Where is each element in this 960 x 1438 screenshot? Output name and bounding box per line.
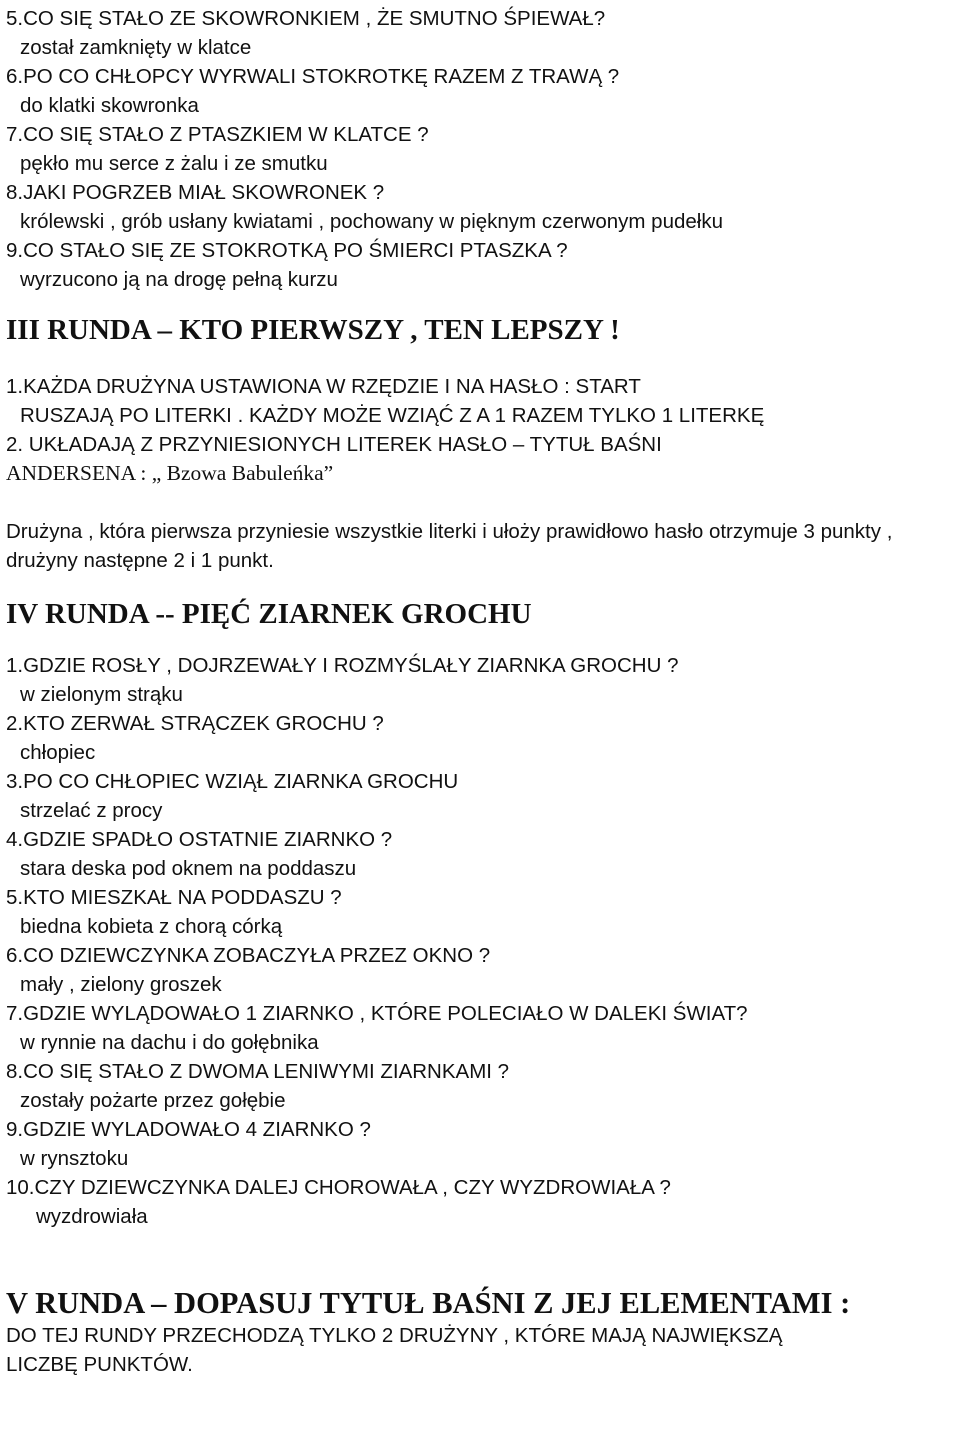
question-text: 8.JAKI POGRZEB MIAŁ SKOWRONEK ? [6,181,385,204]
question-text: 6.CO DZIEWCZYNKA ZOBACZYŁA PRZEZ OKNO ? [6,944,491,967]
question-item [6,4,954,62]
answer-text: mały , zielony groszek [20,973,222,996]
answer-text: wyrzucono ją na drogę pełną kurzu [20,268,338,291]
question-text: 4.GDZIE SPADŁO OSTATNIE ZIARNKO ? [6,828,393,851]
question-item [6,709,954,767]
question-item [6,825,954,883]
round-3-rule-1-cont: RUSZAJĄ PO LITERKI . KAŻDY MOŻE WZIĄĆ Z A 1 RAZEM TYLKO 1 LITERKĘ [20,404,765,427]
question-text: 6.PO CO CHŁOPCY WYRWALI STOKROTKĘ RAZEM Z TRAWĄ ? [6,65,620,88]
round-4-heading: IV RUNDA -- PIĘĆ ZIARNEK GROCHU [6,598,532,630]
round-4-section [6,597,954,1231]
question-item [6,62,954,120]
round-3-rule-2: 2. UKŁADAJĄ Z PRZYNIESIONYCH LITEREK HASŁO – TYTUŁ BAŚNI [6,433,662,456]
question-text: 2.KTO ZERWAŁ STRĄCZEK GROCHU ? [6,712,384,735]
question-text: 8.CO SIĘ STAŁO Z DWOMA LENIWYMI ZIARNKAMI ? [6,1060,510,1083]
question-list-round-4 [6,651,954,1231]
answer-text: pękło mu serce z żalu i ze smutku [20,152,328,175]
answer-text: stara deska pod oknem na poddaszu [20,857,357,880]
question-text: 10.CZY DZIEWCZYNKA DALEJ CHOROWAŁA , CZY WYZDROWIAŁA ? [6,1176,671,1199]
round-3-heading: III RUNDA – KTO PIERWSZY , TEN LEPSZY ! [6,314,620,346]
answer-text: chłopiec [20,741,96,764]
question-item [6,236,954,294]
answer-text: królewski , grób usłany kwiatami , pochowany w pięknym czerwonym pudełku [20,210,723,233]
question-text: 1.GDZIE ROSŁY , DOJRZEWAŁY I ROZMYŚLAŁY ZIARNKA GROCHU ? [6,654,679,677]
round-3-section [6,313,954,575]
question-list-top [6,4,954,294]
answer-text: do klatki skowronka [20,94,199,117]
round-5-section [6,1285,954,1379]
answer-text: biedna kobieta z chorą córką [20,915,283,938]
question-item [6,178,954,236]
answer-text: w rynsztoku [20,1147,129,1170]
question-text: 3.PO CO CHŁOPIEC WZIĄŁ ZIARNKA GROCHU [6,770,459,793]
question-item [6,1057,954,1115]
question-text: 9.GDZIE WYLADOWAŁO 4 ZIARNKO ? [6,1118,371,1141]
question-item [6,767,954,825]
round-5-rule-line-1: DO TEJ RUNDY PRZECHODZĄ TYLKO 2 DRUŻYNY , KTÓRE MAJĄ NAJWIĘKSZĄ [6,1324,783,1347]
answer-text: wyzdrowiała [36,1205,148,1228]
question-item [6,120,954,178]
round-3-rule-2-cont: ANDERSENA : „ Bzowa Babuleńka” [6,461,334,485]
question-text: 7.CO SIĘ STAŁO Z PTASZKIEM W KLATCE ? [6,123,429,146]
question-item [6,883,954,941]
round-5-heading: V RUNDA – DOPASUJ TYTUŁ BAŚNI Z JEJ ELEMENTAMI : [6,1286,851,1320]
question-text: 7.GDZIE WYLĄDOWAŁO 1 ZIARNKO , KTÓRE POLECIAŁO W DALEKI ŚWIAT? [6,1002,748,1025]
question-item [6,999,954,1057]
round-5-rule-line-2: LICZBĘ PUNKTÓW. [6,1353,193,1376]
answer-text: został zamknięty w klatce [20,36,252,59]
answer-text: strzelać z procy [20,799,163,822]
question-item [6,1173,954,1231]
question-item [6,941,954,999]
question-item [6,1115,954,1173]
round-3-scoring-paragraph: Drużyna , która pierwsza przyniesie wszystkie literki i ułoży prawidłowo hasło otrzymuje 3 punkty , drużyny następne 2 i 1 punkt. [6,520,893,572]
answer-text: w rynnie na dachu i do gołębnika [20,1031,319,1054]
answer-text: zostały pożarte przez gołębie [20,1089,286,1112]
question-text: 5.CO SIĘ STAŁO ZE SKOWRONKIEM , ŻE SMUTNO ŚPIEWAŁ? [6,7,606,30]
question-item [6,651,954,709]
question-text: 5.KTO MIESZKAŁ NA PODDASZU ? [6,886,342,909]
round-3-rule-1: 1.KAŻDA DRUŻYNA USTAWIONA W RZĘDZIE I NA HASŁO : START [6,375,641,398]
question-text: 9.CO STAŁO SIĘ ZE STOKROTKĄ PO ŚMIERCI PTASZKA ? [6,239,568,262]
answer-text: w zielonym strąku [20,683,183,706]
